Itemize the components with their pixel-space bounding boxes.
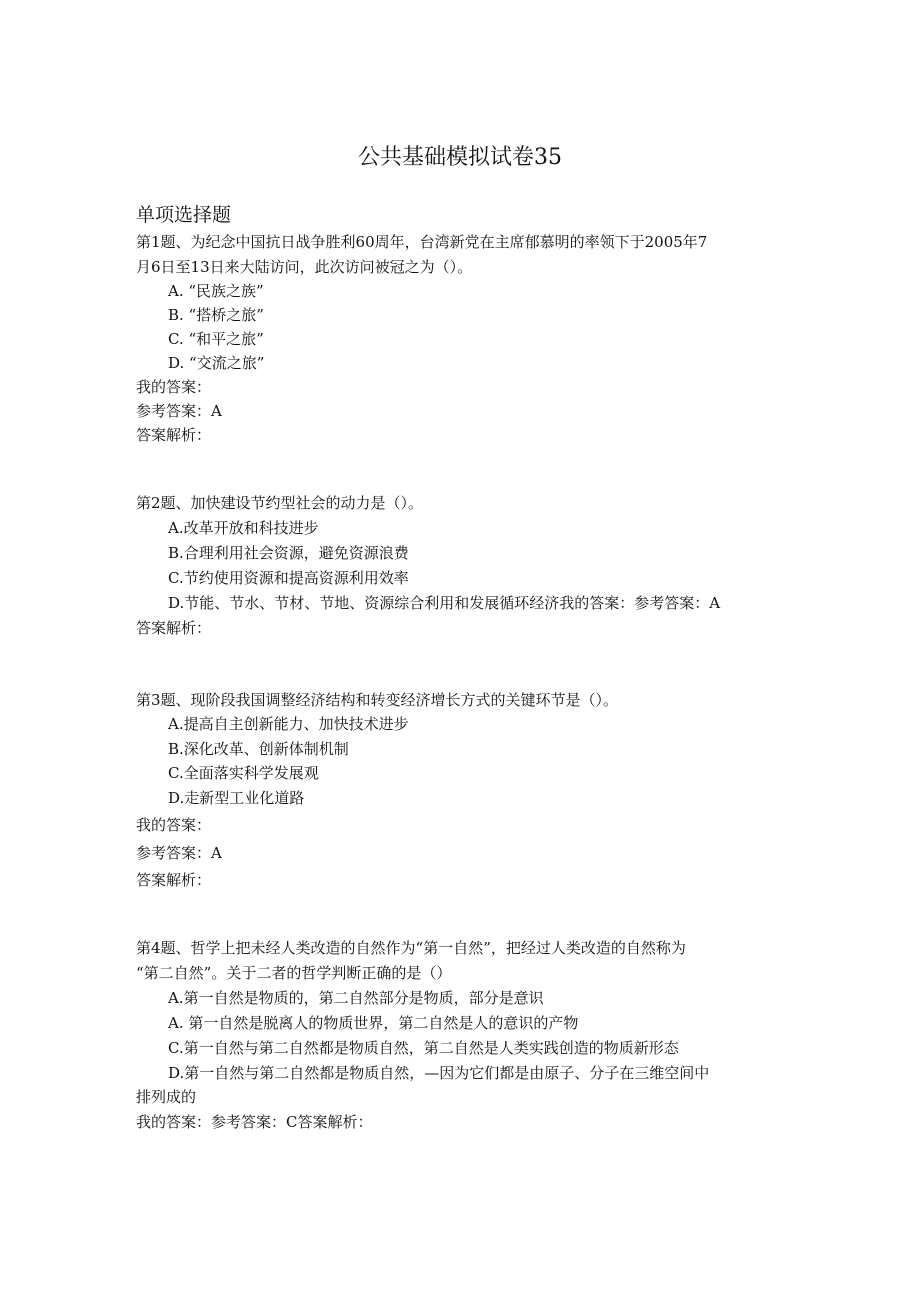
q3-option-a: A.提高自主创新能力、加快技术进步 — [168, 715, 409, 733]
q4-stem-line1: 第4题、哲学上把未经人类改造的自然作为“第一自然”，把经过人类改造的自然称为 — [136, 939, 686, 957]
q3-my-answer: 我的答案： — [136, 816, 212, 834]
q2-analysis: 答案解析： — [136, 619, 212, 637]
q2-option-b: B.合理利用社会资源，避免资源浪费 — [168, 544, 409, 562]
q2-option-a: A.改革开放和科技进步 — [168, 519, 319, 537]
q3-analysis: 答案解析： — [136, 871, 212, 889]
q4-option-c: C.第一自然与第二自然都是物质自然，第二自然是人类实践创造的物质新形态 — [168, 1039, 679, 1057]
q2-option-d: D.节能、节水、节材、节地、资源综合利用和发展循环经济我的答案：参考答案：A — [168, 594, 721, 612]
q4-option-d: D.第一自然与第二自然都是物质自然，—因为它们都是由原子、分子在三维空间中 — [168, 1064, 710, 1082]
q1-option-b: B. “搭桥之旅” — [168, 306, 264, 324]
q3-option-c: C.全面落实科学发展观 — [168, 764, 319, 782]
section-heading: 单项选择题 — [136, 204, 232, 226]
document-title: 公共基础模拟试卷35 — [358, 145, 562, 170]
q4-stem-line2: “第二自然”。关于二者的哲学判断正确的是（） — [136, 964, 452, 982]
q3-option-b: B.深化改革、创新体制机制 — [168, 740, 349, 758]
q1-stem-line2: 月6日至13日来大陆访问，此次访问被冠之为（）。 — [136, 258, 473, 276]
q1-option-a: A. “民族之族” — [168, 282, 264, 300]
q1-stem-line1: 第1题、为纪念中国抗日战争胜利60周年，台湾新党在主席郁慕明的率领下于2005年7 — [136, 233, 708, 251]
q3-option-d: D.走新型工业化道路 — [168, 789, 305, 807]
q2-stem: 第2题、加快建设节约型社会的动力是（）。 — [136, 494, 424, 512]
q1-option-c: C. “和平之旅” — [168, 330, 264, 348]
q2-option-c: C.节约使用资源和提高资源利用效率 — [168, 569, 409, 587]
q1-ref-answer: 参考答案：A — [136, 402, 222, 420]
q4-option-b: A. 第一自然是脱离人的物质世界，第二自然是人的意识的产物 — [168, 1014, 579, 1032]
q1-my-answer: 我的答案： — [136, 378, 212, 396]
q4-answer-line: 我的答案：参考答案：C答案解析： — [136, 1113, 373, 1131]
q3-stem: 第3题、现阶段我国调整经济结构和转变经济增长方式的关键环节是（）。 — [136, 691, 619, 709]
q3-ref-answer: 参考答案：A — [136, 844, 222, 862]
q1-analysis: 答案解析： — [136, 426, 212, 444]
q4-option-a: A.第一自然是物质的，第二自然部分是物质，部分是意识 — [168, 989, 544, 1007]
q1-option-d: D. “交流之旅” — [168, 354, 265, 372]
q4-option-d-continued: 排列成的 — [136, 1088, 197, 1106]
